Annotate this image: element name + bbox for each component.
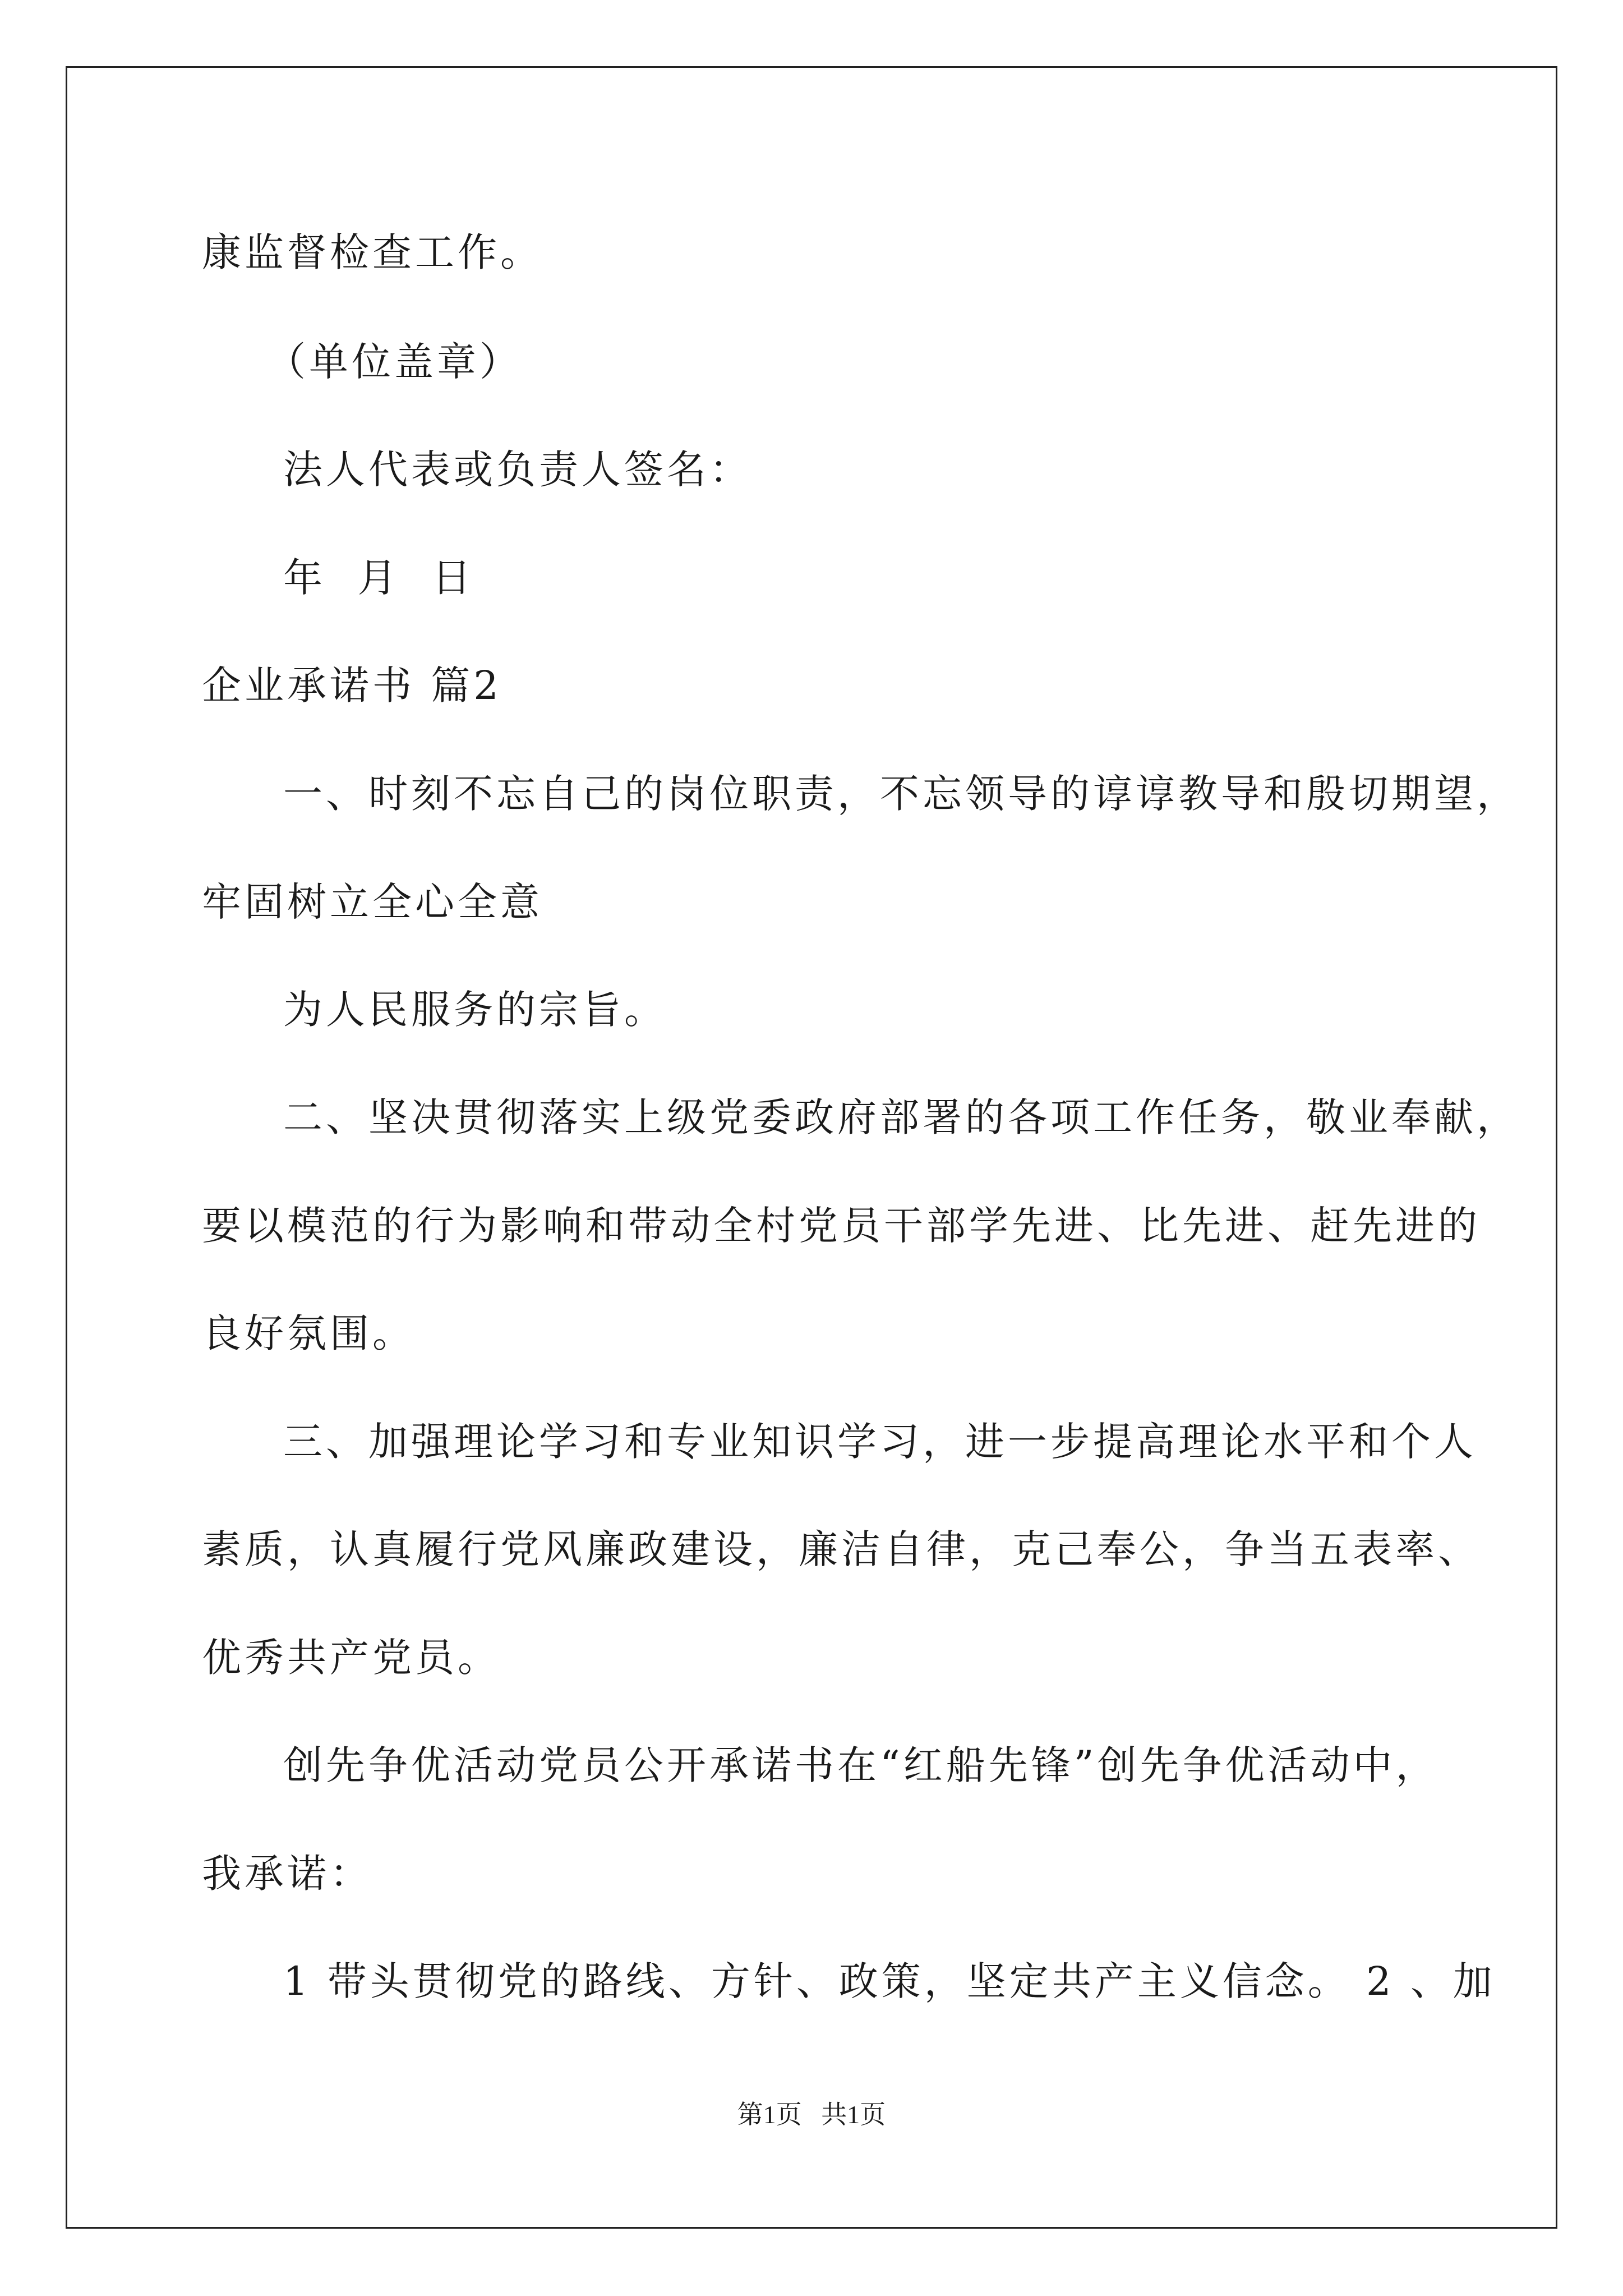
- paragraph-line: 良好氛围。: [202, 1310, 415, 1356]
- date-line: 年 月 日: [283, 555, 475, 601]
- paragraph-line: 三、加强理论学习和专业知识学习，进一步提高理论水平和个人: [283, 1419, 1477, 1465]
- paragraph-line: 素质，认真履行党风廉政建设，廉洁自律，克己奉公，争当五表率、: [202, 1526, 1481, 1572]
- seal-note: （单位盖章）: [266, 339, 522, 385]
- page-number: 第1页 共1页: [737, 2100, 886, 2129]
- paragraph-line: 二、坚决贯彻落实上级党委政府部署的各项工作任务，敬业奉献，: [283, 1094, 1519, 1140]
- paragraph-line: 康监督检查工作。: [202, 229, 543, 275]
- paragraph-line: 1 带头贯彻党的路线、方针、政策，坚定共产主义信念。 2 、加: [283, 1958, 1496, 2004]
- paragraph-line: 为人民服务的宗旨。: [283, 987, 667, 1033]
- paragraph-line: 一、时刻不忘自己的岗位职责，不忘领导的谆谆教导和殷切期望，: [283, 771, 1519, 817]
- paragraph-line: 牢固树立全心全意: [202, 879, 543, 925]
- paragraph-line: 要以模范的行为影响和带动全村党员干部学先进、比先进、赶先进的: [202, 1203, 1481, 1249]
- paragraph-line: 创先争优活动党员公开承诺书在“红船先锋”创先争优活动中，: [283, 1742, 1438, 1788]
- section-heading: 企业承诺书 篇2: [202, 662, 502, 708]
- signature-label: 法人代表或负责人签名：: [283, 447, 752, 493]
- paragraph-line: 优秀共产党员。: [202, 1635, 500, 1681]
- page-border: [66, 66, 1557, 2229]
- paragraph-line: 我承诺：: [202, 1851, 372, 1897]
